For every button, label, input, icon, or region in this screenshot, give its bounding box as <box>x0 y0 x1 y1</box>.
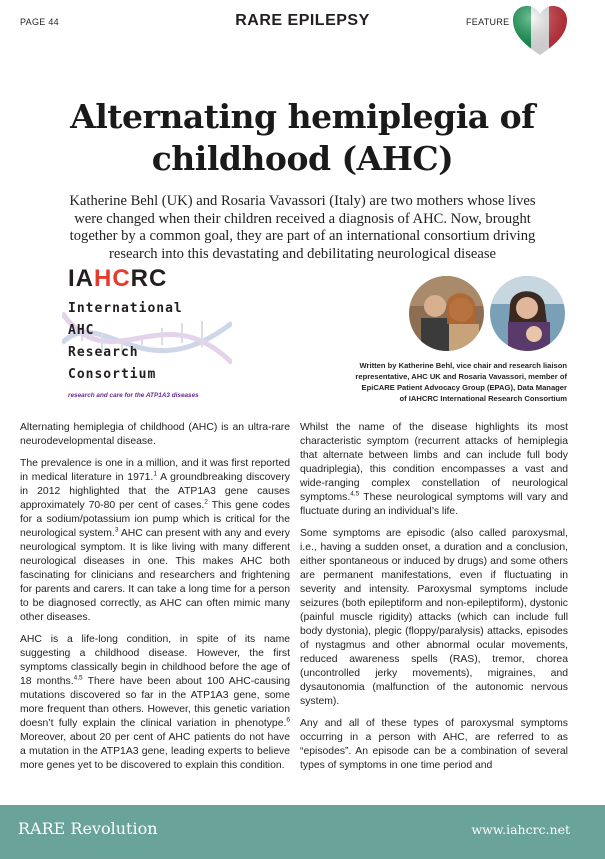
logo-tagline: research and care for the ATP1A3 diseases <box>68 392 199 399</box>
paragraph: Any and all of these types of paroxysmal symptoms occurring in a person with AHC, are referred to as “episodes”. An episode can be a combination of several types of symptoms in one time period and <box>300 718 568 771</box>
italy-flag-heart-icon <box>512 5 568 57</box>
iahcrc-logo <box>62 265 232 405</box>
article-intro <box>40 193 565 263</box>
logo-line-4: Consortium <box>68 367 157 382</box>
credit-line: representative, AHC UK and Rosaria Vavassori, member of <box>355 372 567 381</box>
intro-line: together by a common goal, they are part of an international consortium driving <box>69 228 536 244</box>
author-credit <box>332 360 567 404</box>
paragraph: The prevalence is one in a million, and it was first reported in medical literature in 1971.$^1$ A groundbreaking discovery in 2012 highlighted that the ATP1A3 gene causes approximately 70-80 per cent of cases.$^2$ This gene codes for a sodium/potassium ion pump which is critical for the neurological system.$^3$ AHC can present with any and every neurological symptom. It is like living with many different neurological diseases in one. This makes AHC both fascinating for clinicians and researchers and frightening for parents and carers. It can take a long time for a person to be diagnosed correctly, as AHC can often mimic many other diseases. <box>20 458 290 623</box>
intro-line: Katherine Behl (UK) and Rosaria Vavassori (Italy) are two mothers whose lives <box>69 193 536 209</box>
article-title <box>40 96 565 180</box>
credit-line: Written by Katherine Behl, vice chair and research liaison <box>359 361 567 370</box>
author-photo-2 <box>490 276 565 351</box>
logo-line-2: AHC <box>68 323 95 338</box>
paragraph: Some symptoms are episodic (also called paroxysmal, i.e., having a sudden onset, a duration and a conclusion, either spontaneous or induced by drugs) and some others are permanent manifestations, even if fluctuating in severity and intensity. Paroxysmal symptoms include seizures (both epileptiform and non-epileptiform), dystonic (painful muscle rigidity) attacks (which can include full body dystonia), plegic (floppy/paralysis) attacks, episodes of nystagmus and other abnormal ocular movements, reduced awareness spells (RAS), tremor, chorea (uncontrolled jerky movements), migraines, and dysautonomia (malfunction of the autonomic nervous system). <box>300 528 568 707</box>
page-footer <box>0 805 605 859</box>
intro-line: were changed when their children received a diagnosis of AHC. Now, brought <box>74 210 531 227</box>
credit-line: EpiCARE Patient Advocacy Group (EPAG), Data Manager <box>361 383 567 392</box>
body-column-right <box>300 421 568 781</box>
paragraph: Alternating hemiplegia of childhood (AHC) is an ultra-rare neurodevelopmental disease. <box>20 422 290 447</box>
paragraph: Whilst the name of the disease highlights its most characteristic symptom (recurrent attacks of hemiplegia that alternate between limbs and can include full body quadriplegia), this condition encompasses a vast and wide-ranging complex constellation of neurological symptoms.$^{4,5}$ These neurological symptoms will vary and fluctuate during an individual’s life. <box>300 422 568 517</box>
section-title: RARE EPILEPSY <box>235 12 370 29</box>
paragraph: AHC is a life-long condition, in spite of its name suggesting a childhood disease. However, the first symptoms classically begin in childhood before the age of 18 months.$^{4,5}$ There have been about 100 AHC-causing mutations discovered so far in the ATP1A3 gene, some more frequent than others. However, this genetic variation doesn’t fully explain the clinical variation in phenotype.$^6$ Moreover, about 20 per cent of AHC patients do not have a mutation in the ATP1A3 gene, leading experts to believe more genes yet to be discovered to explain this condition. <box>20 634 290 771</box>
author-photo-1 <box>409 276 484 351</box>
intro-line: research into this devastating and debilitating neurological disease <box>108 245 497 262</box>
footer-url: www.iahcrc.net <box>471 822 570 837</box>
logo-line-1: International <box>68 301 183 316</box>
category-label: FEATURE <box>466 17 510 27</box>
page-number: PAGE 44 <box>20 17 59 27</box>
article-title-line-1: Alternating hemiplegia of <box>70 97 535 136</box>
logo-wordmark: IAHCRC <box>68 265 168 292</box>
footer-brand: RARE Revolution <box>18 819 158 838</box>
credit-line: of IAHCRC International Research Consortium <box>399 394 567 403</box>
body-column-left <box>20 421 290 781</box>
logo-line-3: Research <box>68 345 139 360</box>
article-title-line-2: childhood (AHC) <box>151 139 454 178</box>
